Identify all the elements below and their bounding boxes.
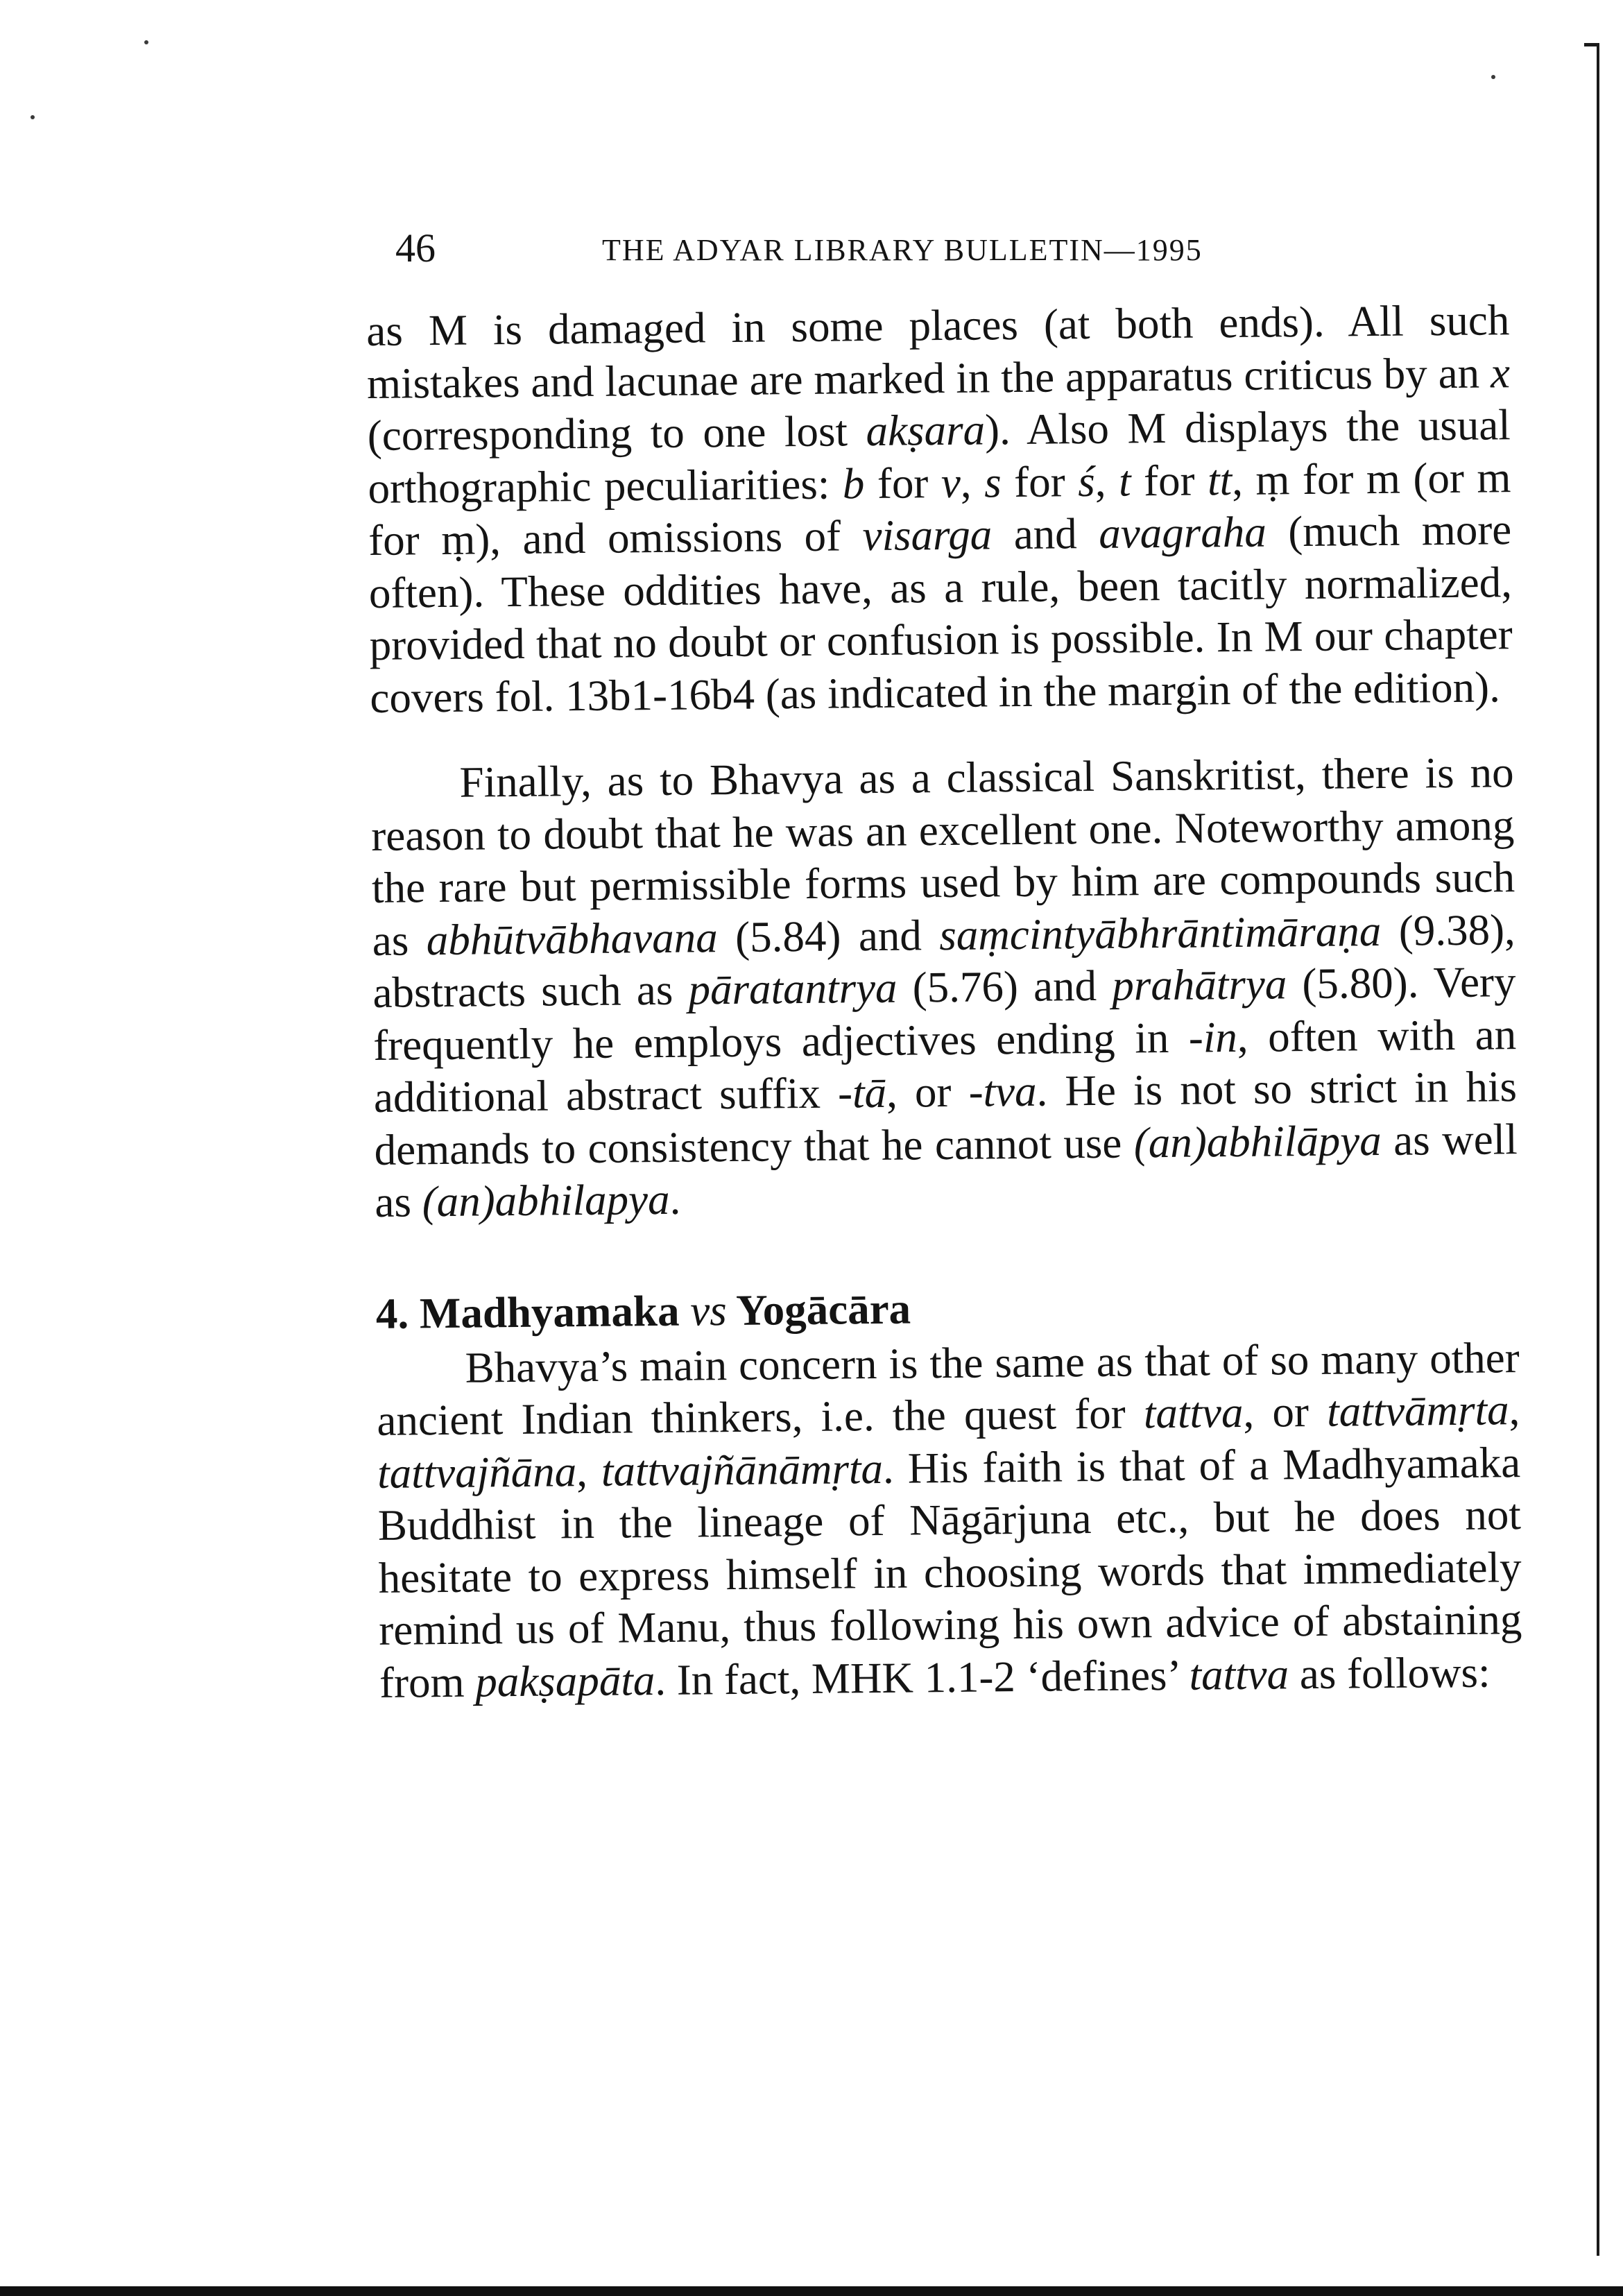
text-run: , — [960, 457, 985, 507]
italic-term: akṣara — [866, 405, 986, 456]
italic-term: avagraha — [1098, 507, 1267, 558]
italic-term: tattvajñānāmṛta — [601, 1443, 884, 1496]
paragraph-1 — [366, 294, 1513, 724]
italic-term: v — [941, 458, 961, 507]
italic-term: (an)abhilapya — [422, 1174, 670, 1226]
italic-term: -tva — [968, 1066, 1037, 1116]
italic-term: tattvajñāna — [377, 1446, 577, 1498]
text-run: as well as — [375, 1114, 1518, 1226]
italic-term: pakṣapāta — [474, 1655, 655, 1706]
italic-term: b — [842, 459, 865, 508]
page-number: 46 — [395, 225, 436, 271]
scan-speck — [1491, 75, 1495, 79]
paragraph-2 — [370, 746, 1518, 1228]
text-run: and — [991, 508, 1099, 559]
section-heading — [376, 1276, 1520, 1340]
italic-term: tt — [1207, 455, 1233, 504]
text-run: , — [1094, 456, 1119, 506]
italic-term: abhūtvābhavana — [426, 912, 719, 964]
scan-speck — [31, 115, 35, 119]
text-run: (corresponding to one lost — [367, 406, 866, 460]
text-run: ). Also M displays the usual orthographic peculiarities: — [368, 400, 1511, 513]
body-text — [366, 294, 1522, 1709]
italic-term: -tā — [837, 1068, 887, 1117]
text-run: as M is damaged in some places (at both ends). All such mistakes and lacunae are marked in the apparatus criticus by an — [366, 295, 1510, 408]
text-run: (much more often). These oddities have, as a rule, been tacitly normalized, provided that no doubt or confusion is possible. In M our chapter covers fol. 13b1-16b4 (as indicated in the margin of the edition). — [368, 505, 1513, 722]
italic-term: -in — [1188, 1012, 1238, 1062]
text-run: . — [669, 1174, 681, 1224]
text-run: , — [576, 1446, 602, 1496]
italic-term: t — [1118, 456, 1131, 506]
italic-term: (an)abhilāpya — [1133, 1115, 1382, 1167]
text-run: , or — [886, 1067, 969, 1117]
heading-vs: vs — [689, 1285, 728, 1335]
italic-term: pāratantrya — [688, 963, 898, 1014]
page-edge-line — [1597, 43, 1599, 2256]
scan-speck — [144, 40, 148, 44]
heading-text: Yogācāra — [735, 1284, 911, 1335]
text-run: (5.76) and — [897, 961, 1113, 1012]
italic-term: ś — [1077, 456, 1096, 506]
running-head: THE ADYAR LIBRARY BULLETIN—1995 — [602, 233, 1203, 267]
text-run: , — [1509, 1385, 1520, 1434]
text-run: , often with an additional abstract suffix — [373, 1009, 1517, 1122]
text-run: Bhavya’s main concern is the same as that of so many other ancient Indian thinkers, i.e. the quest for — [377, 1333, 1520, 1445]
text-run: (5.84) and — [717, 910, 940, 961]
italic-term: x — [1490, 348, 1511, 397]
text-run: for — [1001, 456, 1079, 506]
italic-term: visarga — [862, 510, 993, 560]
text-run: (9.38), abstracts such as — [372, 905, 1516, 1017]
text-run: . He is not so strict in his demands to consistency that he cannot use — [374, 1062, 1518, 1174]
bottom-edge-rule — [0, 2286, 1623, 2296]
text-run: Finally, as to Bhavya as a classical Sanskritist, there is no reason to doubt that he was an excellent one. Noteworthy among the rare but permissible forms used by him are compounds such as — [371, 748, 1515, 965]
heading-text: 4. Madhyamaka — [375, 1286, 680, 1338]
text-run: . In fact, MHK 1.1-2 ‘defines’ — [654, 1650, 1190, 1704]
italic-term: tattvāmṛta — [1326, 1385, 1509, 1436]
italic-term: prahātrya — [1111, 959, 1287, 1010]
italic-term: tattva — [1143, 1387, 1244, 1438]
text-run: for — [864, 458, 942, 508]
text-run: , or — [1243, 1387, 1328, 1437]
text-run: (5.80). Very frequently he employs adjectives ending in — [372, 957, 1516, 1070]
italic-term: tattva — [1189, 1649, 1289, 1699]
paragraph-3 — [376, 1332, 1522, 1709]
page-header — [395, 221, 1477, 276]
text-run: . His faith is that of a Madhyamaka Buddhist in the lineage of Nāgārjuna etc., but he does not hesitate to express himself in choosing words that immediately remind us of Manu, thus following his own advice of abstaining from — [377, 1437, 1522, 1707]
italic-term: s — [984, 457, 1002, 506]
text-run: for — [1131, 455, 1208, 505]
page-edge-tick — [1584, 43, 1599, 46]
text-run: as follows: — [1288, 1647, 1491, 1698]
italic-term: saṃcintyābhrāntimāraṇa — [938, 906, 1382, 959]
text-run: , ṃ for m (or m for ṃ), and omissions of — [368, 452, 1511, 565]
